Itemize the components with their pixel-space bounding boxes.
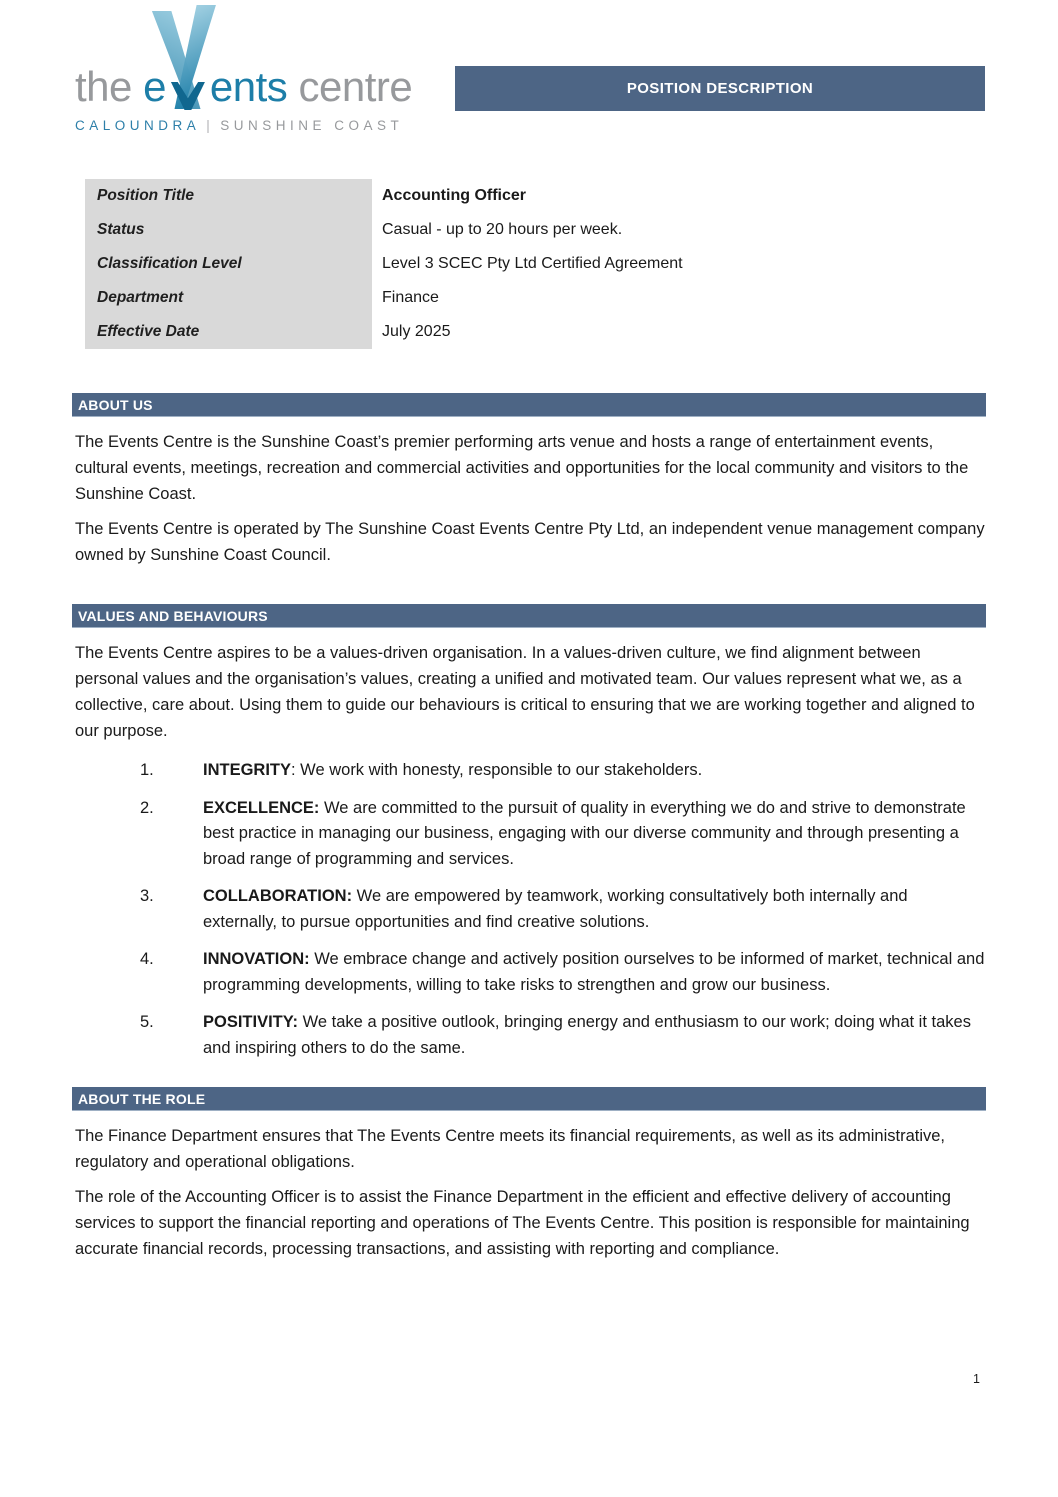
row-value: Finance: [372, 281, 985, 315]
list-text: INTEGRITY: We work with honesty, responsible to our stakeholders.: [203, 761, 703, 779]
page-number: 1: [973, 1372, 980, 1386]
row-value: Accounting Officer: [372, 179, 985, 213]
list-text: COLLABORATION: We are empowered by teamwork, working consultatively both internally and externally, to pursue opportunities and find creative solutions.: [203, 887, 908, 931]
logo-word-ents: ents: [209, 63, 288, 110]
list-text: POSITIVITY: We take a positive outlook, bringing energy and enthusiasm to our work; doing what it takes and inspiring others to do the same.: [203, 1013, 971, 1057]
logo-word-e: e: [143, 63, 166, 110]
table-row: [85, 179, 985, 213]
table-row: [85, 315, 985, 349]
values-list: [0, 758, 1058, 1061]
section-heading-values-and-behaviours: VALUES AND BEHAVIOURS: [72, 604, 986, 628]
row-label: Department: [85, 281, 372, 315]
section-heading-about-us: ABOUT US: [72, 393, 986, 417]
about-role-paragraph-2: The role of the Accounting Officer is to assist the Finance Department in the efficient and effective delivery of accounting services to support the financial reporting and operations of The Events Centre. This position is responsible for maintaining accurate financial records, processing transactions, and assisting with reporting and compliance.: [75, 1188, 970, 1258]
about-us-paragraph-2: The Events Centre is operated by The Sunshine Coast Events Centre Pty Ltd, an independent venue management company owned by Sunshine Coast Council.: [75, 520, 985, 564]
table-row: [85, 281, 985, 315]
position-description-banner: POSITION DESCRIPTION: [455, 66, 985, 111]
logo-wordmark: [75, 38, 420, 108]
list-item-positivity: [140, 1010, 985, 1061]
list-item-innovation: [140, 947, 985, 998]
about-role-paragraph-1: The Finance Department ensures that The Events Centre meets its financial requirements, as well as its administrative, regulatory and operational obligations.: [75, 1127, 946, 1171]
list-number: 5.: [140, 1013, 154, 1031]
list-number: 4.: [140, 950, 154, 968]
tagline-sunshine-coast: SUNSHINE COAST: [220, 118, 404, 133]
header: [0, 0, 1058, 133]
about-us-paragraph-1: The Events Centre is the Sunshine Coast’s premier performing arts venue and hosts a range of entertainment events, cultural events, meetings, recreation and commercial activities and opportunities for the local community and visitors to the Sunshine Coast.: [75, 433, 969, 503]
position-details-table: [85, 179, 985, 349]
row-label: Effective Date: [85, 315, 372, 349]
row-value: Level 3 SCEC Pty Ltd Certified Agreement: [372, 247, 985, 281]
section-heading-about-the-role: ABOUT THE ROLE: [72, 1087, 986, 1111]
values-intro-paragraph: The Events Centre aspires to be a values-driven organisation. In a values-driven culture, we find alignment between personal values and the organisation’s values, creating a unified and motivated team. Our values represent what we, as a collective, care about. Using them to guide our behaviours is critical to ensuring that we are working together and aligned to our purpose.: [75, 644, 975, 740]
logo-tagline: [75, 118, 420, 133]
list-number: 1.: [140, 761, 154, 779]
logo-word-the: the: [75, 63, 144, 110]
events-centre-logo: [75, 38, 420, 133]
row-label: Position Title: [85, 179, 372, 213]
list-item-integrity: [140, 758, 985, 784]
list-text: INNOVATION: We embrace change and actively position ourselves to be informed of market, technical and programming developments, willing to take risks to strengthen and grow our business.: [203, 950, 985, 994]
list-number: 3.: [140, 887, 154, 905]
tagline-caloundra: CALOUNDRA: [75, 118, 201, 133]
list-item-collaboration: [140, 884, 985, 935]
row-value: July 2025: [372, 315, 985, 349]
list-text: EXCELLENCE: We are committed to the pursuit of quality in everything we do and strive to demonstrate best practice in managing our business, engaging with our diverse community and through presenting a broad range of programming and services.: [203, 798, 966, 868]
row-label: Classification Level: [85, 247, 372, 281]
table-row: [85, 247, 985, 281]
row-value: Casual - up to 20 hours per week.: [372, 213, 985, 247]
tagline-separator: |: [206, 118, 215, 133]
list-item-excellence: [140, 796, 985, 873]
list-number: 2.: [140, 798, 154, 817]
logo-word-centre: centre: [287, 63, 413, 110]
table-row: [85, 213, 985, 247]
row-label: Status: [85, 213, 372, 247]
spotlight-v-icon: [166, 69, 210, 101]
